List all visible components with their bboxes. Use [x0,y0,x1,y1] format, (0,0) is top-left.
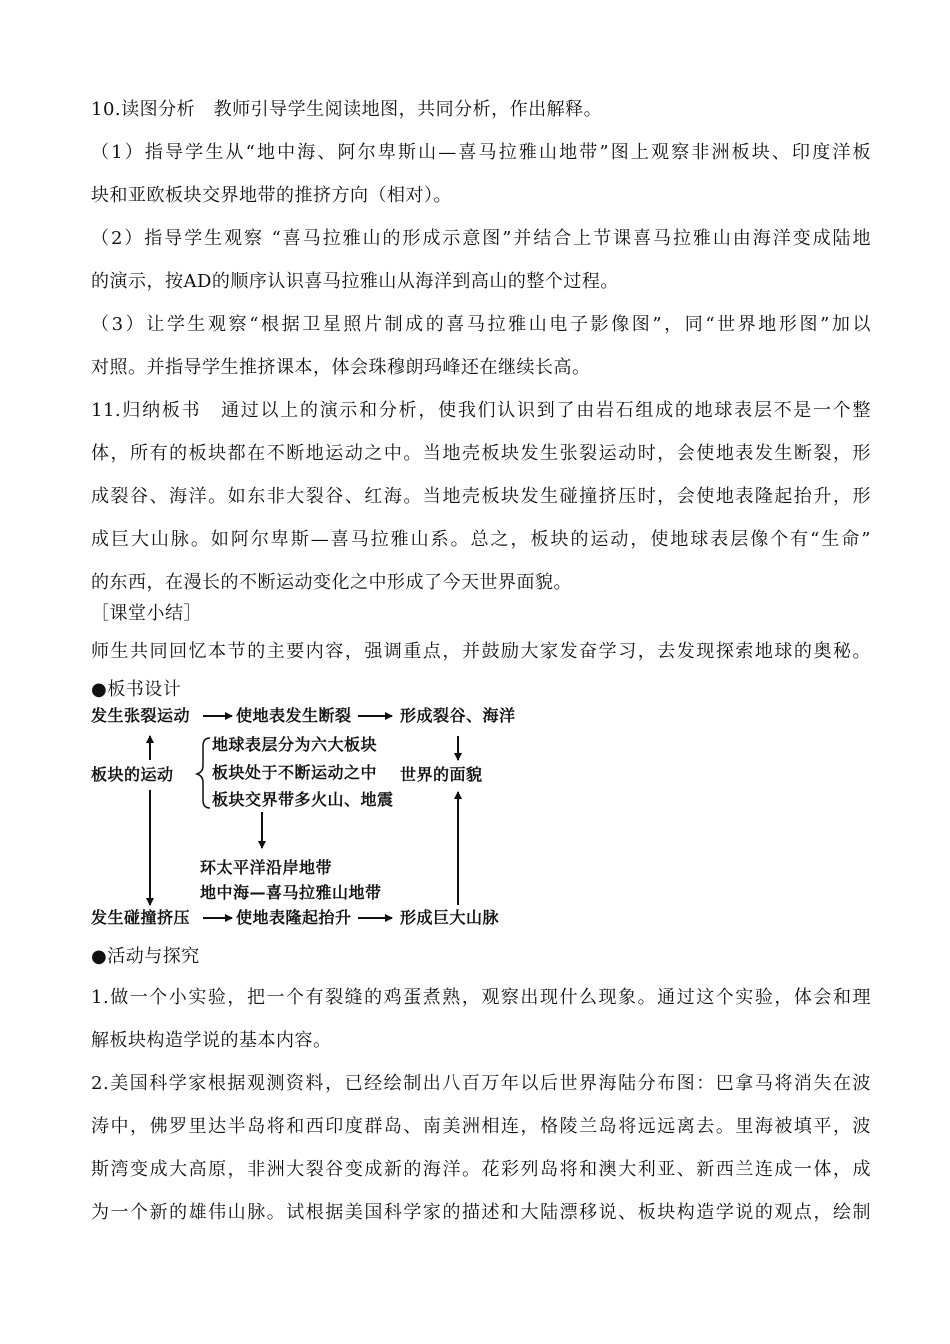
paragraph-10-2-line2: 的演示，按AD的顺序认识喜马拉雅山从海洋到高山的整个过程。 [91,271,619,292]
diagram-six-plates: 地球表层分为六大板块 [212,735,378,754]
paragraph-11-line4: 成巨大山脉。如阿尔卑斯—喜马拉雅山系。总之，板块的运动，使地球表层像个有“生命” [91,529,871,550]
diagram-collision: 发生碰撞挤压 [91,908,191,927]
diagram-pacific: 环太平洋沿岸地带 [200,858,333,877]
activity-2-line1: 2.美国科学家根据观测资料，已经绘制出八百万年以后世界海陆分布图：巴拿马将消失在波 [91,1073,871,1094]
board-design-heading: ●板书设计 [91,679,182,700]
paragraph-11-line3: 成裂谷、海洋。如东非大裂谷、红海。当地壳板块发生碰撞挤压时，会使地表隆起抬升，形 [91,486,871,507]
diagram-plate-motion: 板块的运动 [91,765,174,784]
paragraph-10-2-line1: （2）指导学生观察 “喜马拉雅山的形成示意图”并结合上节课喜马拉雅山由海洋变成陆地 [91,228,871,249]
activity-heading: ●活动与探究 [91,946,200,967]
paragraph-10-3-line1: （3）让学生观察“根据卫星照片制成的喜马拉雅山电子影像图”，同“世界地形图”加以 [91,314,871,335]
paragraph-10-1-line1: （1）指导学生从“地中海、阿尔卑斯山—喜马拉雅山地带”图上观察非洲板块、印度洋板 [91,142,871,163]
diagram-uplift: 使地表隆起抬升 [236,908,352,927]
paragraph-11-line1: 11.归纳板书 通过以上的演示和分析，使我们认识到了由岩石组成的地球表层不是一个整 [91,400,871,421]
diagram-world-face: 世界的面貌 [400,765,483,784]
summary-text: 师生共同回忆本节的主要内容，强调重点，并鼓励大家发奋学习，去发现探索地球的奥秘。 [91,641,871,662]
activity-2-line2: 涛中，佛罗里达半岛将和西印度群岛、南美洲相连，格陵兰岛将远远离去。里海被填平，波 [91,1116,871,1137]
diagram-boundary: 板块交界带多火山、地震 [212,790,394,809]
activity-1-line2: 解板块构造学说的基本内容。 [91,1030,332,1051]
activity-1-line1: 1.做一个小实验，把一个有裂缝的鸡蛋煮熟，观察出现什么现象。通过这个实验，体会和理 [91,987,871,1008]
paragraph-10-1-line2: 块和亚欧板块交界地带的推挤方向（相对）。 [91,185,452,206]
summary-heading: ［课堂小结］ [91,603,202,624]
activity-2-line4: 为一个新的雄伟山脉。试根据美国科学家的描述和大陆漂移说、板块构造学说的观点，绘制 [91,1202,871,1223]
activity-2-line3: 斯湾变成大高原，非洲大裂谷变成新的海洋。花彩列岛将和澳大利亚、新西兰连成一体，成 [91,1159,871,1180]
paragraph-11-line5: 的东西，在漫长的不断运动变化之中形成了今天世界面貌。 [91,572,572,593]
brace [197,738,210,808]
diagram-mountains: 形成巨大山脉 [400,908,500,927]
diagram-rift: 形成裂谷、海洋 [400,706,516,725]
diagram-moving: 板块处于不断运动之中 [212,763,378,782]
paragraph-10-3-line2: 对照。并指导学生推挤课本，体会珠穆朗玛峰还在继续长高。 [91,357,591,378]
diagram-med-himalaya: 地中海—喜马拉雅山地带 [200,883,382,902]
paragraph-10-title: 10.读图分析 教师引导学生阅读地图，共同分析，作出解释。 [91,99,603,120]
paragraph-11-line2: 体，所有的板块都在不断地运动之中。当地壳板块发生张裂运动时，会使地表发生断裂，形 [91,443,871,464]
diagram-fault: 使地表发生断裂 [236,706,352,725]
diagram-tension: 发生张裂运动 [91,706,191,725]
